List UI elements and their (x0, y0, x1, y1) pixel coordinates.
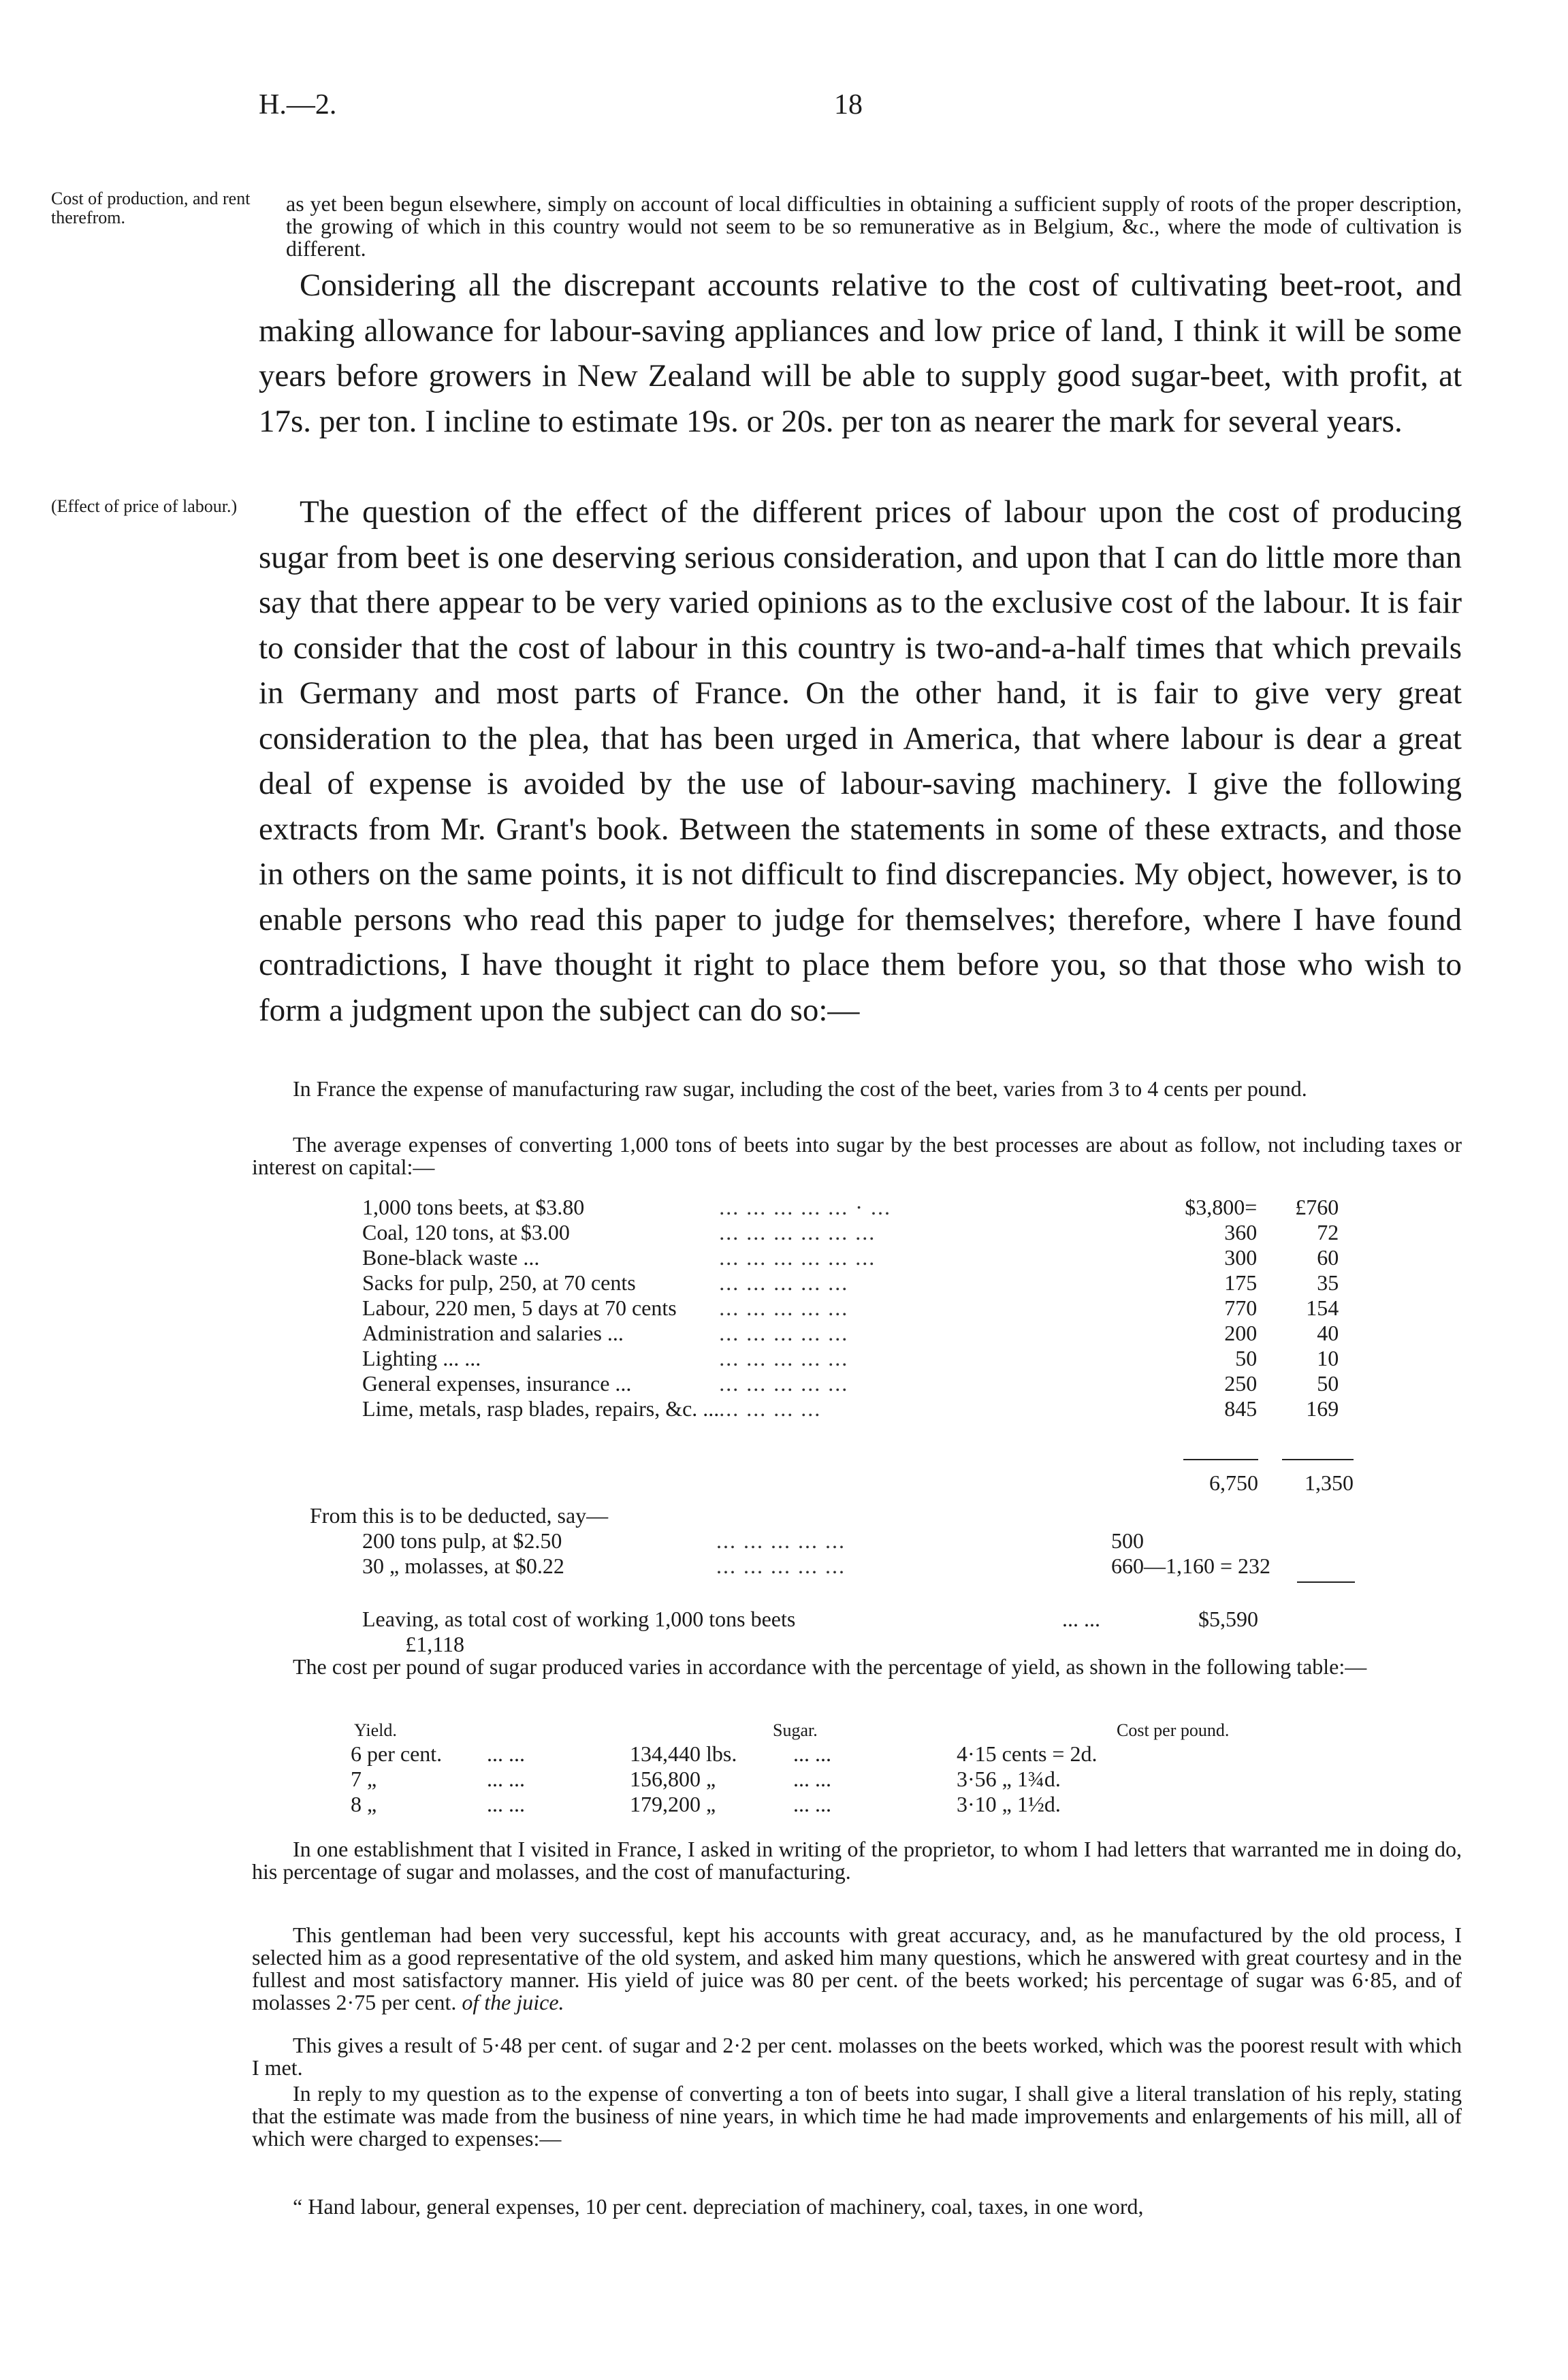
leaving-label: Leaving, as total cost of working 1,000 tons beets (362, 1607, 796, 1631)
expense-gbp: 169 (1306, 1396, 1339, 1421)
expense-usd: 200 (1224, 1321, 1258, 1345)
deduct-label: From this is to be deducted, say— (310, 1503, 609, 1528)
table-row (351, 1767, 1243, 1792)
yield-dots2: ... ... (793, 1741, 831, 1766)
table-row (362, 1296, 1339, 1321)
expense-item: Lime, metals, rasp blades, repairs, &c. ... (362, 1396, 720, 1421)
margin-note-effect-of-labour: (Effect of price of labour.) (51, 496, 238, 516)
yield-cost: 3·10 „ 1½d. (957, 1792, 1061, 1816)
paragraph-reply: In reply to my question as to the expense of converting a ton of beets into sugar, I shall give a literal translation of his reply, stating that the estimate was made from the business of nine years, in which time he had made improvements and enlargements of his mill, all of which were charged to expenses:— (252, 2081, 1462, 2151)
paragraph-gentleman-text: This gentleman had been very successful, kept his accounts with great accuracy, and, as he manufactured by the old process, I selected him as a good representative of the old system, and asked him many questions, which he answered with great courtesy and in the fullest and most satisfactory manner. His yield of juice was 80 per cent. of the beets worked; his percentage of sugar was 6·85, and of molasses 2·75 per cent. (252, 1923, 1462, 2014)
leader-dots: ... ... ... ... ... (719, 1371, 849, 1396)
yield-dots1: ... ... (487, 1792, 525, 1816)
expense-gbp: 40 (1317, 1321, 1339, 1345)
yield-dots1: ... ... (487, 1741, 525, 1766)
expense-gbp: 154 (1306, 1296, 1339, 1320)
margin-note-cost-of-production: Cost of production, and rent therefrom. (51, 189, 251, 227)
paragraph-establishment: In one establishment that I visited in France, I asked in writing of the proprietor, to whom I had letters that warranted me in doing do, his percentage of sugar and molasses, and the cost of manufacturing. (252, 1837, 1462, 1884)
expense-gbp: 72 (1317, 1220, 1339, 1244)
extract-average-expenses: The average expenses of converting 1,000 tons of beets into sugar by the best processes are about as follow, not including taxes or interest on capital:— (252, 1132, 1462, 1179)
expense-item: Administration and salaries ... (362, 1321, 624, 1345)
leader-dots: ... ... ... ... (719, 1396, 822, 1421)
expense-table (362, 1195, 1339, 1421)
extract-france-expense: In France the expense of manufacturing raw sugar, including the cost of the beet, varies from 3 to 4 cents per pound. (293, 1076, 1307, 1101)
leader-dots: ... ... ... ... ... (719, 1296, 849, 1320)
expense-usd: 50 (1235, 1346, 1258, 1370)
table-row (362, 1554, 1270, 1579)
expense-item: Sacks for pulp, 250, at 70 cents (362, 1270, 636, 1295)
expense-total-gbp: 1,350 (1305, 1470, 1354, 1495)
yield-sugar: 179,200 „ (630, 1792, 716, 1816)
yield-cost: 4·15 cents = 2d. (957, 1741, 1098, 1766)
sugar-header: Sugar. (773, 1720, 818, 1740)
deduct-table (362, 1528, 1270, 1579)
leader-dots: ... ... ... ... ... ... (719, 1245, 876, 1270)
expense-usd: 300 (1224, 1245, 1258, 1270)
table-row (362, 1528, 1270, 1554)
leader-dots: ... ... ... ... ... · ... (719, 1195, 891, 1219)
sum-rule-deduct (1297, 1581, 1355, 1583)
running-header: H.—2. (259, 89, 337, 120)
deduct-value: 500 (1111, 1528, 1144, 1553)
leaving-gbp: £1,118 (405, 1632, 464, 1656)
yield-header: Yield. (354, 1720, 397, 1740)
leaving-total-row (362, 1607, 1355, 1657)
leader-dots: ... ... ... ... ... (719, 1270, 849, 1295)
cost-header: Cost per pound. (1117, 1720, 1230, 1740)
table-row (351, 1741, 1243, 1767)
sum-rule-usd (1183, 1459, 1258, 1460)
leaving-usd: $5,590 (1198, 1607, 1258, 1631)
expense-item: Coal, 120 tons, at $3.00 (362, 1220, 570, 1244)
yield-sugar: 156,800 „ (630, 1767, 716, 1791)
yield-dots2: ... ... (793, 1792, 831, 1816)
expense-gbp: 10 (1317, 1346, 1339, 1370)
yield-sugar: 134,440 lbs. (630, 1741, 737, 1766)
table-row (362, 1245, 1339, 1270)
expense-gbp: 50 (1317, 1371, 1339, 1396)
table-row (362, 1321, 1339, 1346)
yield-yield: 7 „ (351, 1767, 377, 1791)
leader-dots: ... ... ... ... ... (719, 1346, 849, 1370)
yield-table (351, 1741, 1243, 1817)
deduct-item: 200 tons pulp, at $2.50 (362, 1528, 562, 1553)
table-row (362, 1396, 1339, 1421)
expense-total-usd: 6,750 (1209, 1470, 1258, 1495)
paragraph-gentleman (252, 1924, 1462, 2014)
expense-item: General expenses, insurance ... (362, 1371, 632, 1396)
expense-usd: 770 (1224, 1296, 1258, 1320)
expense-usd: 175 (1224, 1270, 1258, 1295)
paragraph-continuation: as yet been begun elsewhere, simply on account of local difficulties in obtaining a sufficient supply of roots of the proper description, the growing of which in this country would not seem to be so remunerative as in Belgium, &c., where the mode of cultivation is different. (286, 191, 1462, 261)
expense-item: Labour, 220 men, 5 days at 70 cents (362, 1296, 677, 1320)
paragraph-quote: “ Hand labour, general expenses, 10 per cent. depreciation of machinery, coal, taxes, in one word, (293, 2194, 1144, 2219)
expense-usd: $3,800= (1185, 1195, 1258, 1219)
table-row (362, 1371, 1339, 1396)
table-row (351, 1792, 1243, 1817)
yield-yield: 6 per cent. (351, 1741, 443, 1766)
paragraph-result: This gives a result of 5·48 per cent. of sugar and 2·2 per cent. molasses on the beets worked, which was the poorest result with which I met. (252, 2033, 1462, 2080)
table-row (362, 1220, 1339, 1245)
paragraph-beet-cost: Considering all the discrepant accounts relative to the cost of cultivating beet-root, and making allowance for labour-saving appliances and low price of land, I think it will be some years before growers in New Zealand will be able to supply good sugar-beet, with profit, at 17s. per ton. I incline to estimate 19s. or 20s. per ton as nearer the mark for several years. (259, 268, 1462, 439)
cost-per-pound-intro: The cost per pound of sugar produced varies in accordance with the percentage of yield, as shown in the following table:— (293, 1654, 1367, 1679)
table-row (362, 1195, 1339, 1220)
paragraph-gentleman-italic: of the juice. (462, 1990, 564, 2014)
expense-usd: 845 (1224, 1396, 1258, 1421)
expense-gbp: 35 (1317, 1270, 1339, 1295)
yield-cost: 3·56 „ 1¾d. (957, 1767, 1061, 1791)
expense-item: Bone-black waste ... (362, 1245, 540, 1270)
expense-usd: 250 (1224, 1371, 1258, 1396)
yield-dots2: ... ... (793, 1767, 831, 1791)
expense-usd: 360 (1224, 1220, 1258, 1244)
yield-yield: 8 „ (351, 1792, 377, 1816)
paragraph-labour-price: The question of the effect of the different prices of labour upon the cost of producing sugar from beet is one deserving serious consideration, and upon that I can do little more than say that there appear to be very varied opinions as to the exclusive cost of the labour. It is fair to consider that the cost of labour in this country is two-and-a-half times that which prevails in Germany and most parts of France. On the other hand, it is fair to give very great consideration to the plea, that has been urged in America, that where labour is dear a great deal of expense is avoided by the use of labour-saving machinery. I give the following extracts from Mr. Grant's book. Between the statements in some of these extracts, and those in others on the same points, it is not difficult to find discrepancies. My object, however, is to enable persons who read this paper to judge for themselves; therefore, where I have found contradictions, I have thought it right to place them before you, so that those who wish to form a judgment upon the subject can do so:— (259, 494, 1462, 1028)
expense-item: Lighting ... ... (362, 1346, 481, 1370)
deduct-value: 660—1,160 = 232 (1111, 1554, 1271, 1578)
page-number: 18 (834, 89, 863, 120)
table-row (362, 1346, 1339, 1371)
leader-dots: ... ... ... ... ... (716, 1554, 846, 1578)
expense-item: 1,000 tons beets, at $3.80 (362, 1195, 585, 1219)
deduct-item: 30 „ molasses, at $0.22 (362, 1554, 564, 1578)
leaving-dots: ... ... (1062, 1607, 1100, 1631)
leader-dots: ... ... ... ... ... (716, 1528, 846, 1553)
expense-gbp: 60 (1317, 1245, 1339, 1270)
leader-dots: ... ... ... ... ... ... (719, 1220, 876, 1244)
yield-dots1: ... ... (487, 1767, 525, 1791)
sum-rule-gbp (1282, 1459, 1354, 1460)
expense-gbp: £760 (1295, 1195, 1339, 1219)
table-row (362, 1270, 1339, 1296)
leader-dots: ... ... ... ... ... (719, 1321, 849, 1345)
